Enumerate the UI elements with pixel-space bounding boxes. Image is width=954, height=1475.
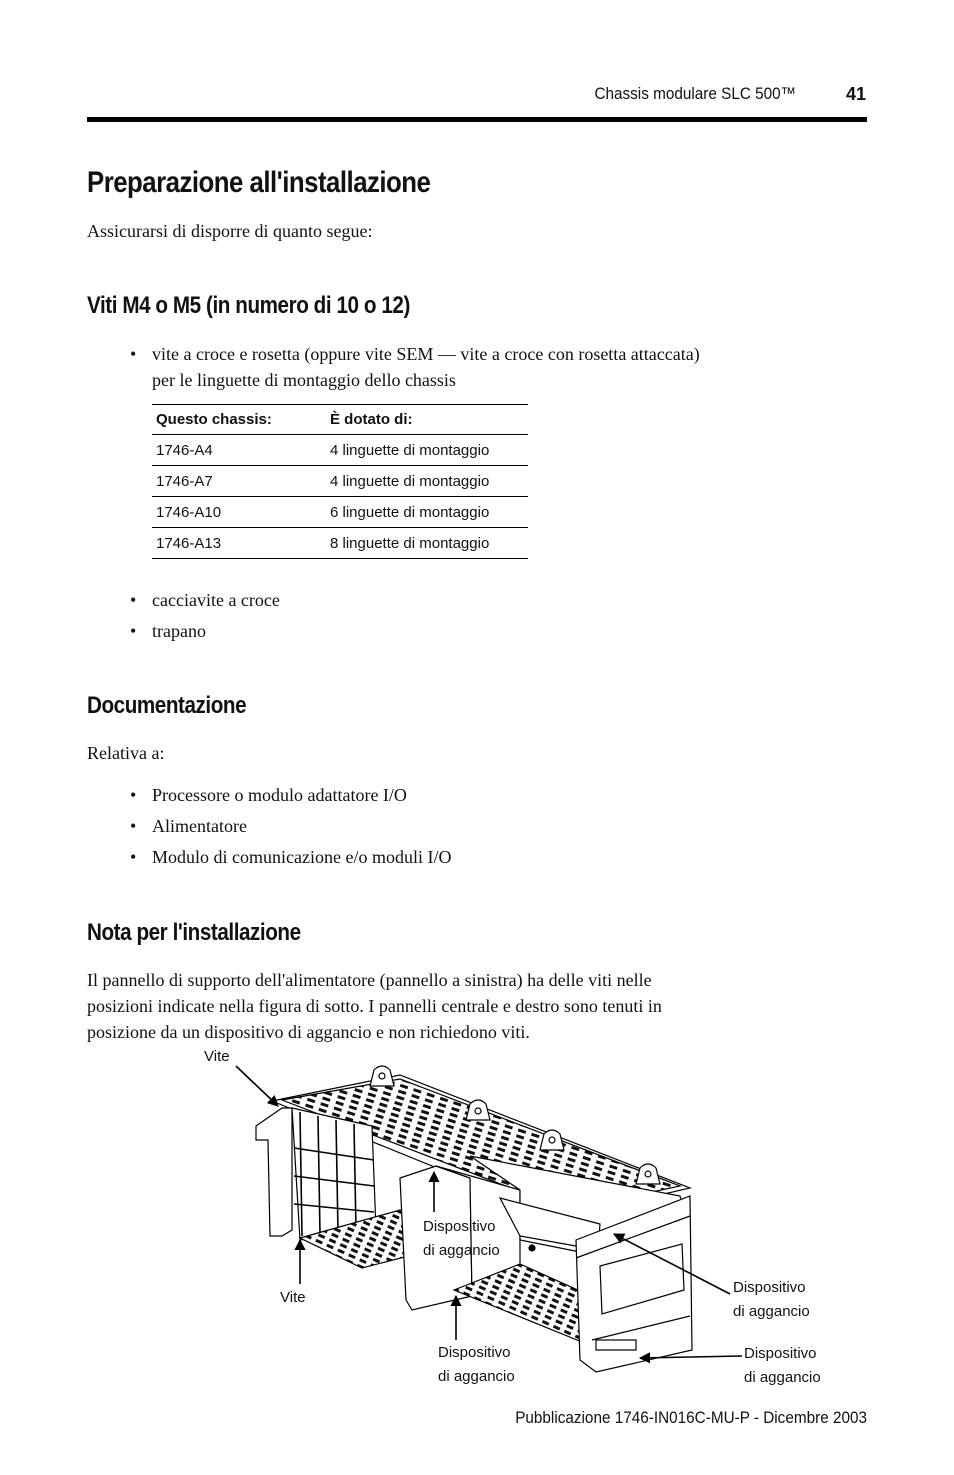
label-line: Dispositivo [744, 1345, 817, 1362]
bullet-dot: • [130, 590, 137, 610]
label-line: di aggancio [744, 1369, 821, 1386]
label-line: Dispositivo [438, 1344, 511, 1361]
label-latch-right [733, 1276, 810, 1324]
table-header-tabs: È dotato di: [326, 405, 528, 435]
label-vite-bottom: Vite [280, 1289, 306, 1306]
publication-footer: Pubblicazione 1746-IN016C-MU-P - Dicembre 2003 [515, 1408, 867, 1427]
table-header-chassis: Questo chassis: [152, 405, 326, 435]
table-cell-tabs: 4 linguette di montaggio [326, 466, 528, 497]
running-header-title: Chassis modulare SLC 500™ [594, 84, 796, 103]
table-cell-chassis: 1746-A7 [152, 466, 326, 497]
section-heading-screws: Viti M4 o M5 (in numero di 10 o 12) [87, 292, 410, 319]
bullet-text: cacciavite a croce [152, 590, 280, 610]
label-line: di aggancio [733, 1303, 810, 1320]
label-latch-bottom-right [744, 1342, 821, 1390]
table-cell-chassis: 1746-A10 [152, 497, 326, 528]
bullet-dot: • [130, 344, 137, 364]
bullet-text: Alimentatore [152, 816, 247, 836]
label-line: Dispositivo [733, 1279, 806, 1296]
label-line: di aggancio [438, 1368, 515, 1385]
bullet-line: per le linguette di montaggio dello chassis [152, 370, 456, 390]
note-line: posizione da un dispositivo di aggancio e non richiedono viti. [87, 1022, 530, 1042]
label-vite-top: Vite [204, 1048, 230, 1065]
docs-intro: Relativa a: [87, 743, 165, 763]
bullet-dot: • [130, 785, 137, 805]
bullet-text: Modulo di comunicazione e/o moduli I/O [152, 847, 452, 867]
section-heading-note: Nota per l'installazione [87, 919, 301, 946]
bullet-dot: • [130, 847, 137, 867]
note-line: Il pannello di supporto dell'alimentatore (pannello a sinistra) ha delle viti nelle [87, 970, 652, 990]
bullet-text: trapano [152, 621, 206, 641]
label-line: Dispositivo [423, 1218, 496, 1235]
table-cell-chassis: 1746-A4 [152, 435, 326, 466]
table-cell-tabs: 8 linguette di montaggio [326, 528, 528, 559]
bullet-dot: • [130, 816, 137, 836]
table-cell-tabs: 4 linguette di montaggio [326, 435, 528, 466]
label-latch-bottom-center [438, 1341, 515, 1389]
table-cell-chassis: 1746-A13 [152, 528, 326, 559]
label-line: di aggancio [423, 1242, 500, 1259]
intro-text: Assicurarsi di disporre di quanto segue: [87, 221, 373, 241]
table-cell-tabs: 6 linguette di montaggio [326, 497, 528, 528]
page-title: Preparazione all'installazione [87, 166, 431, 199]
label-latch-center [423, 1215, 500, 1263]
section-heading-docs: Documentazione [87, 692, 247, 719]
bullet-line: vite a croce e rosetta (oppure vite SEM — vite a croce con rosetta attaccata) [152, 344, 700, 364]
bullet-text: Processore o modulo adattatore I/O [152, 785, 407, 805]
page-number: 41 [846, 84, 867, 104]
note-line: posizioni indicate nella figura di sotto. I pannelli centrale e destro sono tenuti in [87, 996, 662, 1016]
bullet-dot: • [130, 621, 137, 641]
